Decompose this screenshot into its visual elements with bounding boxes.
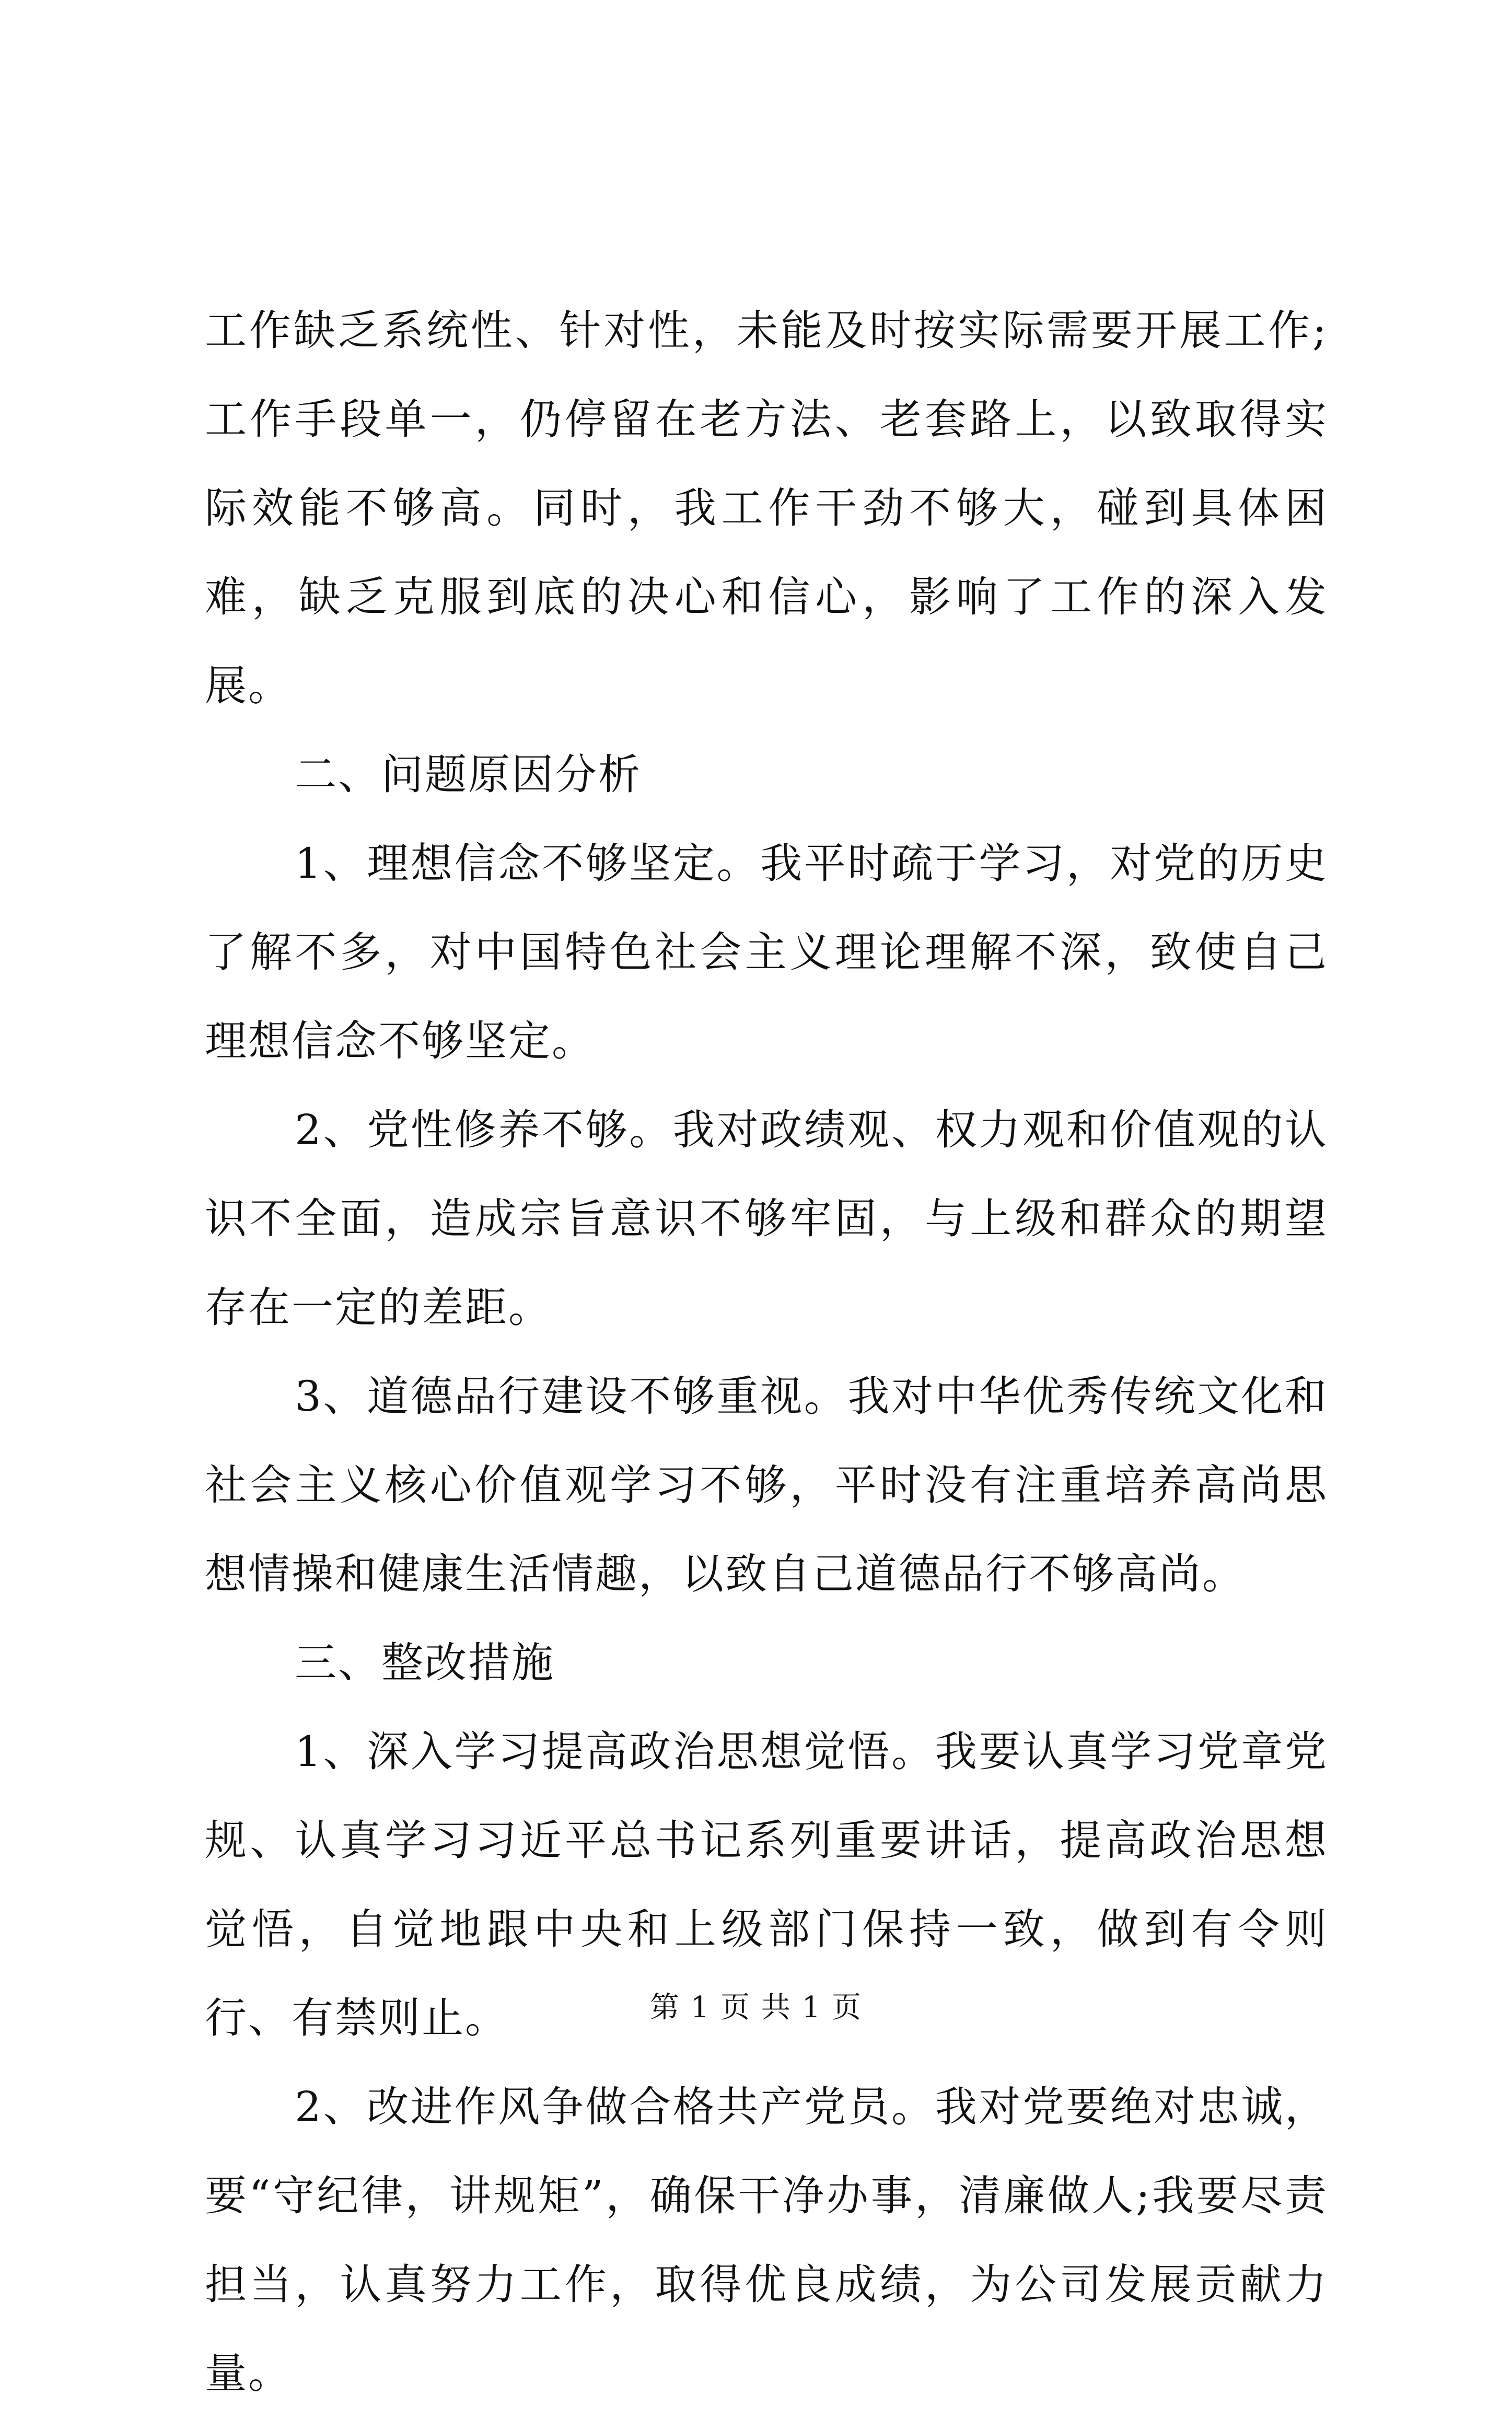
paragraph-item-work-style: 2、改进作风争做合格共产党员。我对党要绝对忠诚，要“守纪律，讲规矩”，确保干净办事，清廉做人;我要尽责担当，认真努力工作，取得优良成绩，为公司发展贡献力量。 — [205, 2083, 1328, 2398]
paragraph-item-party-spirit: 2、党性修养不够。我对政绩观、权力观和价值观的认识不全面，造成宗旨意识不够牢固，与上级和群众的期望存在一定的差距。 — [205, 1106, 1328, 1332]
paragraph-continuation: 工作缺乏系统性、针对性，未能及时按实际需要开展工作;工作手段单一，仍停留在老方法、老套路上，以致取得实际效能不够高。同时，我工作干劲不够大，碰到具体困难，缺乏克服到底的决心和信心，影响了工作的深入发展。 — [205, 306, 1328, 710]
section-heading-cause-analysis: 二、问题原因分析 — [295, 750, 642, 799]
paragraph-item-ideals: 1、理想信念不够坚定。我平时疏于学习，对党的历史了解不多，对中国特色社会主义理论理解不深，致使自己理想信念不够坚定。 — [205, 839, 1328, 1065]
document-body — [205, 286, 1328, 2418]
section-heading-rectification: 三、整改措施 — [295, 1638, 555, 1687]
paragraph-item-morality: 3、道德品行建设不够重视。我对中华优秀传统文化和社会主义核心价值观学习不够，平时没有注重培养高尚思想情操和健康生活情趣，以致自己道德品行不够高尚。 — [205, 1372, 1328, 1598]
paragraph-item-study: 1、深入学习提高政治思想觉悟。我要认真学习党章党规、认真学习习近平总书记系列重要讲话，提高政治思想觉悟，自觉地跟中央和上级部门保持一致，做到有令则行、有禁则止。 — [205, 1727, 1328, 2042]
page-footer: 第 1 页 共 1 页 — [649, 1991, 863, 2025]
